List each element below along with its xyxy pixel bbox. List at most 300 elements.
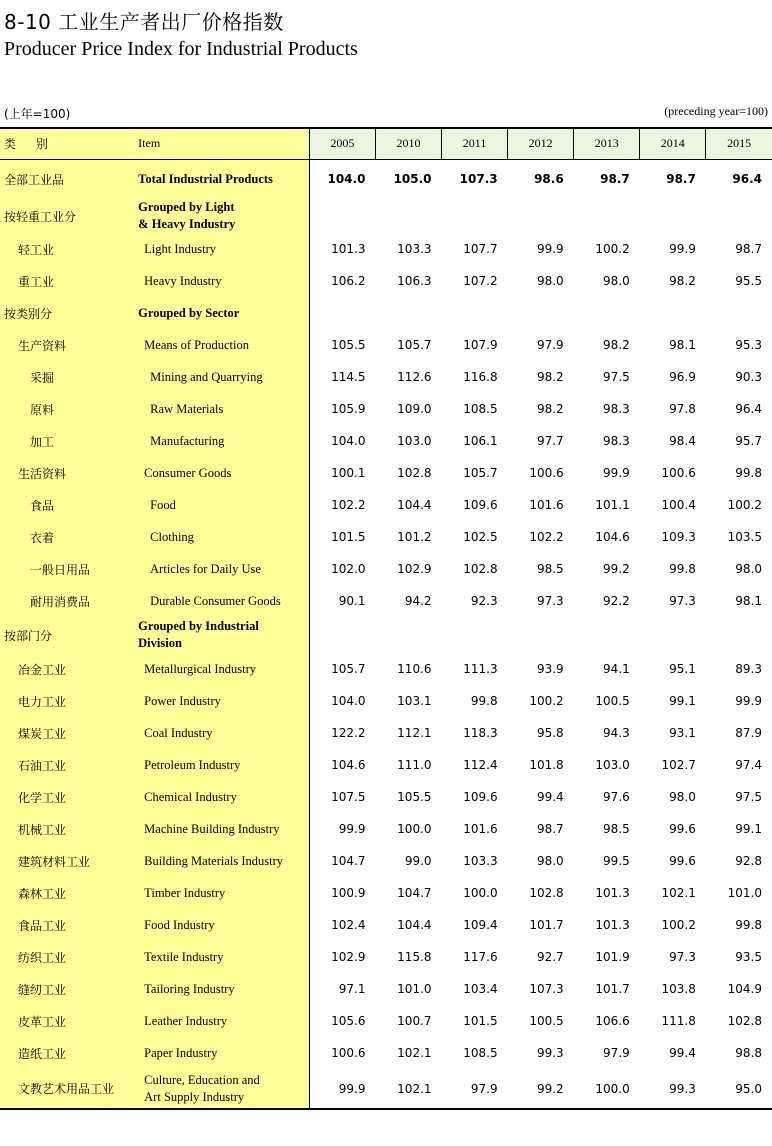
value-cell: 99.3 — [536, 1046, 564, 1060]
value-cell: 105.5 — [397, 790, 432, 804]
value-cell: 99.9 — [309, 1069, 375, 1109]
value-cell: 99.6 — [669, 854, 696, 868]
row-label-cn: 按类别分 — [0, 297, 132, 329]
value-cell: 102.1 — [375, 1069, 441, 1109]
value-cell: 98.7 — [666, 172, 696, 187]
value-cell: 103.4 — [463, 982, 498, 996]
value-cell: 100.2 — [595, 242, 630, 256]
value-cell: 102.8 — [529, 886, 564, 900]
table-row — [0, 457, 772, 489]
row-label-cn: 全部工业品 — [0, 159, 132, 199]
row-label-cn: 煤炭工业 — [0, 717, 132, 749]
row-label-cn: 皮革工业 — [0, 1005, 132, 1037]
value-cell: 95.1 — [669, 662, 696, 676]
value-cell: 103.3 — [463, 854, 498, 868]
header-year: 2011 — [442, 128, 508, 159]
value-cell: 107.2 — [463, 274, 498, 288]
value-cell: 116.8 — [463, 370, 498, 384]
value-cell: 104.9 — [727, 982, 762, 996]
value-cell: 117.6 — [463, 950, 498, 964]
value-cell: 100.0 — [463, 886, 498, 900]
value-cell: 97.3 — [669, 950, 696, 964]
value-cell: 101.3 — [595, 886, 630, 900]
value-cell: 102.7 — [661, 758, 696, 772]
value-cell: 101.0 — [397, 982, 432, 996]
value-cell: 104.0 — [327, 172, 366, 187]
value-cell — [574, 199, 640, 233]
value-cell: 94.2 — [404, 594, 432, 608]
value-cell: 98.3 — [603, 434, 630, 448]
value-cell: 98.7 — [735, 242, 762, 256]
row-label-en: Means of Production — [132, 329, 309, 361]
value-cell: 98.3 — [603, 402, 630, 416]
value-cell: 97.8 — [669, 402, 696, 416]
value-cell: 104.6 — [331, 758, 366, 772]
row-label-cn: 生活资料 — [0, 457, 132, 489]
price-index-table-container — [0, 127, 772, 1110]
value-cell: 103.3 — [397, 242, 432, 256]
value-cell: 98.6 — [534, 172, 564, 187]
value-cell — [706, 199, 772, 233]
row-label-cn: 电力工业 — [0, 685, 132, 717]
row-label-en: Clothing — [132, 521, 309, 553]
header-year: 2014 — [640, 128, 706, 159]
value-cell: 102.2 — [331, 498, 366, 512]
value-cell: 102.8 — [463, 562, 498, 576]
value-cell: 100.6 — [529, 466, 564, 480]
value-cell: 99.2 — [603, 562, 630, 576]
value-cell: 97.3 — [669, 594, 696, 608]
table-row — [0, 909, 772, 941]
value-cell: 102.1 — [661, 886, 696, 900]
value-cell: 105.5 — [331, 338, 366, 352]
table-row — [0, 877, 772, 909]
table-row — [0, 585, 772, 617]
table-row — [0, 199, 772, 233]
value-cell: 114.5 — [331, 370, 366, 384]
row-label-en: Chemical Industry — [132, 781, 309, 813]
value-cell: 100.2 — [661, 918, 696, 932]
row-label-cn: 重工业 — [0, 265, 132, 297]
value-cell: 95.7 — [735, 434, 762, 448]
value-cell — [574, 297, 640, 329]
row-label-cn: 化学工业 — [0, 781, 132, 813]
value-cell: 105.6 — [331, 1014, 366, 1028]
row-label-cn: 耐用消费品 — [0, 585, 132, 617]
value-cell: 93.9 — [536, 662, 564, 676]
row-label-cn: 缝纫工业 — [0, 973, 132, 1005]
value-cell: 104.4 — [397, 918, 432, 932]
table-row — [0, 973, 772, 1005]
value-cell: 110.6 — [397, 662, 432, 676]
value-cell: 98.2 — [536, 370, 564, 384]
value-cell: 103.8 — [661, 982, 696, 996]
value-cell: 98.0 — [536, 274, 564, 288]
table-row — [0, 685, 772, 717]
table-row — [0, 781, 772, 813]
value-cell: 100.2 — [727, 498, 762, 512]
value-cell — [375, 617, 441, 653]
value-cell: 97.3 — [536, 594, 564, 608]
value-cell: 112.4 — [463, 758, 498, 772]
value-cell: 99.4 — [536, 790, 564, 804]
value-cell: 107.5 — [331, 790, 366, 804]
value-cell: 100.5 — [595, 694, 630, 708]
value-cell — [309, 297, 375, 329]
value-cell: 115.8 — [397, 950, 432, 964]
row-label-cn: 文教艺术用品工业 — [0, 1069, 132, 1109]
value-cell: 92.3 — [470, 594, 498, 608]
table-row — [0, 749, 772, 781]
value-cell: 94.3 — [603, 726, 630, 740]
row-label-en: Paper Industry — [132, 1037, 309, 1069]
value-cell: 98.2 — [603, 338, 630, 352]
row-label-en: Timber Industry — [132, 877, 309, 909]
row-label-cn: 生产资料 — [0, 329, 132, 361]
row-label-en: Building Materials Industry — [132, 845, 309, 877]
value-cell — [375, 199, 441, 233]
value-cell: 101.6 — [463, 822, 498, 836]
value-cell: 97.1 — [338, 982, 366, 996]
value-cell — [375, 297, 441, 329]
row-label-en: Grouped by Sector — [132, 297, 309, 329]
value-cell: 95.8 — [536, 726, 564, 740]
header-category-cn: 类 别 — [0, 128, 132, 159]
value-cell: 102.5 — [463, 530, 498, 544]
table-title-cn: 8-10 工业生产者出厂价格指数 — [4, 10, 284, 34]
value-cell — [706, 297, 772, 329]
header-year: 2015 — [706, 128, 772, 159]
value-cell: 102.8 — [397, 466, 432, 480]
value-cell: 90.3 — [735, 370, 762, 384]
value-cell: 99.8 — [735, 466, 762, 480]
value-cell: 111.3 — [463, 662, 498, 676]
table-row — [0, 617, 772, 653]
value-cell: 97.9 — [603, 1046, 630, 1060]
value-cell: 106.3 — [397, 274, 432, 288]
value-cell: 109.3 — [661, 530, 696, 544]
value-cell — [706, 617, 772, 653]
value-cell: 105.0 — [393, 172, 432, 187]
value-cell: 97.5 — [735, 790, 762, 804]
value-cell: 92.2 — [603, 594, 630, 608]
value-cell: 104.0 — [331, 694, 366, 708]
value-cell: 98.1 — [669, 338, 696, 352]
value-cell: 111.0 — [397, 758, 432, 772]
value-cell: 97.6 — [603, 790, 630, 804]
value-cell: 98.4 — [669, 434, 696, 448]
value-cell: 103.0 — [595, 758, 630, 772]
value-cell: 108.5 — [463, 1046, 498, 1060]
value-cell: 99.6 — [669, 822, 696, 836]
row-label-en: Tailoring Industry — [132, 973, 309, 1005]
table-row — [0, 361, 772, 393]
value-cell: 102.9 — [331, 950, 366, 964]
value-cell: 101.5 — [331, 530, 366, 544]
value-cell: 97.9 — [536, 338, 564, 352]
value-cell: 92.7 — [536, 950, 564, 964]
table-row — [0, 653, 772, 685]
value-cell: 99.9 — [536, 242, 564, 256]
value-cell: 99.8 — [470, 694, 498, 708]
value-cell: 102.1 — [397, 1046, 432, 1060]
value-cell: 98.5 — [603, 822, 630, 836]
value-cell: 104.0 — [331, 434, 366, 448]
row-label-en: Food — [132, 489, 309, 521]
value-cell: 92.8 — [735, 854, 762, 868]
value-cell: 102.0 — [331, 562, 366, 576]
value-cell: 118.3 — [463, 726, 498, 740]
value-cell: 99.9 — [669, 242, 696, 256]
row-label-en: Grouped by Light & Heavy Industry — [132, 199, 309, 233]
value-cell: 108.5 — [463, 402, 498, 416]
header-item-en: Item — [132, 128, 309, 159]
value-cell: 87.9 — [735, 726, 762, 740]
value-cell: 100.6 — [661, 466, 696, 480]
value-cell: 103.1 — [397, 694, 432, 708]
value-cell: 98.2 — [536, 402, 564, 416]
value-cell: 99.1 — [735, 822, 762, 836]
value-cell: 107.9 — [463, 338, 498, 352]
value-cell: 99.2 — [508, 1069, 574, 1109]
value-cell: 100.2 — [529, 694, 564, 708]
table-row — [0, 329, 772, 361]
value-cell: 99.8 — [735, 918, 762, 932]
value-cell: 101.7 — [529, 918, 564, 932]
value-cell: 93.5 — [735, 950, 762, 964]
row-label-cn: 轻工业 — [0, 233, 132, 265]
row-label-en: Leather Industry — [132, 1005, 309, 1037]
table-row — [0, 553, 772, 585]
row-label-en: Metallurgical Industry — [132, 653, 309, 685]
value-cell: 95.5 — [735, 274, 762, 288]
value-cell: 97.7 — [536, 434, 564, 448]
row-label-cn: 食品 — [0, 489, 132, 521]
row-label-cn: 食品工业 — [0, 909, 132, 941]
value-cell: 105.7 — [397, 338, 432, 352]
value-cell: 107.3 — [459, 172, 498, 187]
value-cell: 102.2 — [529, 530, 564, 544]
value-cell — [508, 297, 574, 329]
row-label-en: Machine Building Industry — [132, 813, 309, 845]
value-cell: 100.6 — [331, 1046, 366, 1060]
value-cell: 109.0 — [397, 402, 432, 416]
value-cell: 97.4 — [735, 758, 762, 772]
table-row — [0, 489, 772, 521]
value-cell: 99.9 — [603, 466, 630, 480]
value-cell: 102.8 — [727, 1014, 762, 1028]
value-cell: 109.4 — [463, 918, 498, 932]
value-cell: 104.7 — [397, 886, 432, 900]
value-cell: 100.9 — [331, 886, 366, 900]
value-cell: 105.7 — [463, 466, 498, 480]
value-cell: 96.9 — [669, 370, 696, 384]
row-label-cn: 加工 — [0, 425, 132, 457]
row-label-en: Food Industry — [132, 909, 309, 941]
value-cell: 98.2 — [669, 274, 696, 288]
row-label-cn: 机械工业 — [0, 813, 132, 845]
value-cell: 101.0 — [727, 886, 762, 900]
row-label-cn: 衣着 — [0, 521, 132, 553]
value-cell: 90.1 — [338, 594, 366, 608]
table-row — [0, 813, 772, 845]
value-cell — [640, 617, 706, 653]
value-cell: 111.8 — [661, 1014, 696, 1028]
value-cell: 101.5 — [463, 1014, 498, 1028]
value-cell: 101.8 — [529, 758, 564, 772]
value-cell: 122.2 — [331, 726, 366, 740]
value-cell: 101.9 — [595, 950, 630, 964]
value-cell: 95.0 — [706, 1069, 772, 1109]
row-label-cn: 森林工业 — [0, 877, 132, 909]
value-cell: 101.6 — [529, 498, 564, 512]
value-cell: 105.7 — [331, 662, 366, 676]
row-label-cn: 按轻重工业分 — [0, 199, 132, 233]
base-note-en: (preceding year=100) — [664, 104, 768, 118]
row-label-en: Raw Materials — [132, 393, 309, 425]
value-cell — [442, 297, 508, 329]
value-cell: 100.0 — [574, 1069, 640, 1109]
value-cell: 106.1 — [463, 434, 498, 448]
value-cell: 100.5 — [529, 1014, 564, 1028]
header-year: 2013 — [574, 128, 640, 159]
row-label-cn: 造纸工业 — [0, 1037, 132, 1069]
value-cell — [508, 199, 574, 233]
value-cell: 106.2 — [331, 274, 366, 288]
value-cell: 100.0 — [397, 822, 432, 836]
base-note-cn: (上年=100) — [4, 107, 71, 121]
value-cell — [640, 297, 706, 329]
row-label-en: Manufacturing — [132, 425, 309, 457]
table-row — [0, 1005, 772, 1037]
value-cell: 105.9 — [331, 402, 366, 416]
row-label-en: Durable Consumer Goods — [132, 585, 309, 617]
value-cell: 109.6 — [463, 498, 498, 512]
value-cell: 95.3 — [735, 338, 762, 352]
table-row — [0, 393, 772, 425]
value-cell: 107.7 — [463, 242, 498, 256]
value-cell: 104.4 — [397, 498, 432, 512]
value-cell: 112.6 — [397, 370, 432, 384]
value-cell: 101.3 — [331, 242, 366, 256]
row-label-cn: 冶金工业 — [0, 653, 132, 685]
value-cell: 97.5 — [603, 370, 630, 384]
table-row — [0, 425, 772, 457]
value-cell: 98.7 — [600, 172, 630, 187]
row-label-en: Total Industrial Products — [132, 159, 309, 199]
value-cell: 96.4 — [735, 402, 762, 416]
table-row — [0, 521, 772, 553]
value-cell: 98.1 — [735, 594, 762, 608]
value-cell: 101.7 — [595, 982, 630, 996]
header-row — [0, 128, 772, 159]
row-label-en: Light Industry — [132, 233, 309, 265]
row-label-en: Mining and Quarrying — [132, 361, 309, 393]
value-cell: 99.5 — [603, 854, 630, 868]
table-row — [0, 265, 772, 297]
value-cell: 101.2 — [397, 530, 432, 544]
value-cell: 98.0 — [603, 274, 630, 288]
value-cell: 99.0 — [404, 854, 432, 868]
value-cell: 102.9 — [397, 562, 432, 576]
value-cell: 99.9 — [338, 822, 366, 836]
row-label-en: Articles for Daily Use — [132, 553, 309, 585]
value-cell: 104.6 — [595, 530, 630, 544]
value-cell: 106.6 — [595, 1014, 630, 1028]
row-label-cn: 石油工业 — [0, 749, 132, 781]
table-row — [0, 159, 772, 199]
row-label-en: Culture, Education and Art Supply Industry — [132, 1069, 309, 1109]
value-cell: 89.3 — [735, 662, 762, 676]
row-label-en: Coal Industry — [132, 717, 309, 749]
value-cell: 98.0 — [669, 790, 696, 804]
header-year: 2005 — [309, 128, 375, 159]
value-cell — [309, 199, 375, 233]
value-cell: 101.3 — [595, 918, 630, 932]
row-label-en: Heavy Industry — [132, 265, 309, 297]
table-body — [0, 159, 772, 1109]
value-cell: 100.4 — [661, 498, 696, 512]
value-cell: 103.0 — [397, 434, 432, 448]
value-cell: 98.7 — [536, 822, 564, 836]
value-cell: 103.5 — [727, 530, 762, 544]
value-cell: 109.6 — [463, 790, 498, 804]
row-label-en: Grouped by Industrial Division — [132, 617, 309, 653]
table-row — [0, 1037, 772, 1069]
value-cell: 99.4 — [669, 1046, 696, 1060]
row-label-en: Power Industry — [132, 685, 309, 717]
value-cell: 99.1 — [669, 694, 696, 708]
row-label-cn: 纺织工业 — [0, 941, 132, 973]
value-cell: 98.0 — [735, 562, 762, 576]
table-row — [0, 845, 772, 877]
value-cell: 93.1 — [669, 726, 696, 740]
value-cell: 94.1 — [603, 662, 630, 676]
value-cell: 104.7 — [331, 854, 366, 868]
table-row — [0, 717, 772, 749]
value-cell: 100.1 — [331, 466, 366, 480]
value-cell: 97.9 — [442, 1069, 508, 1109]
header-year: 2010 — [375, 128, 441, 159]
value-cell — [442, 617, 508, 653]
value-cell: 112.1 — [397, 726, 432, 740]
value-cell — [574, 617, 640, 653]
value-cell: 102.4 — [331, 918, 366, 932]
header-year: 2012 — [508, 128, 574, 159]
table-title-en: Producer Price Index for Industrial Products — [4, 38, 358, 60]
table-row — [0, 941, 772, 973]
row-label-cn: 建筑材料工业 — [0, 845, 132, 877]
table-row — [0, 1069, 772, 1109]
value-cell: 99.9 — [735, 694, 762, 708]
table-row — [0, 233, 772, 265]
value-cell: 100.7 — [397, 1014, 432, 1028]
row-label-en: Petroleum Industry — [132, 749, 309, 781]
value-cell: 98.5 — [536, 562, 564, 576]
value-cell — [309, 617, 375, 653]
row-label-cn: 采掘 — [0, 361, 132, 393]
price-index-table — [0, 127, 772, 1110]
row-label-cn: 一般日用品 — [0, 553, 132, 585]
value-cell: 99.3 — [640, 1069, 706, 1109]
row-label-cn: 按部门分 — [0, 617, 132, 653]
value-cell: 98.8 — [735, 1046, 762, 1060]
value-cell — [508, 617, 574, 653]
value-cell: 101.1 — [595, 498, 630, 512]
row-label-cn: 原料 — [0, 393, 132, 425]
value-cell: 99.8 — [669, 562, 696, 576]
value-cell — [640, 199, 706, 233]
